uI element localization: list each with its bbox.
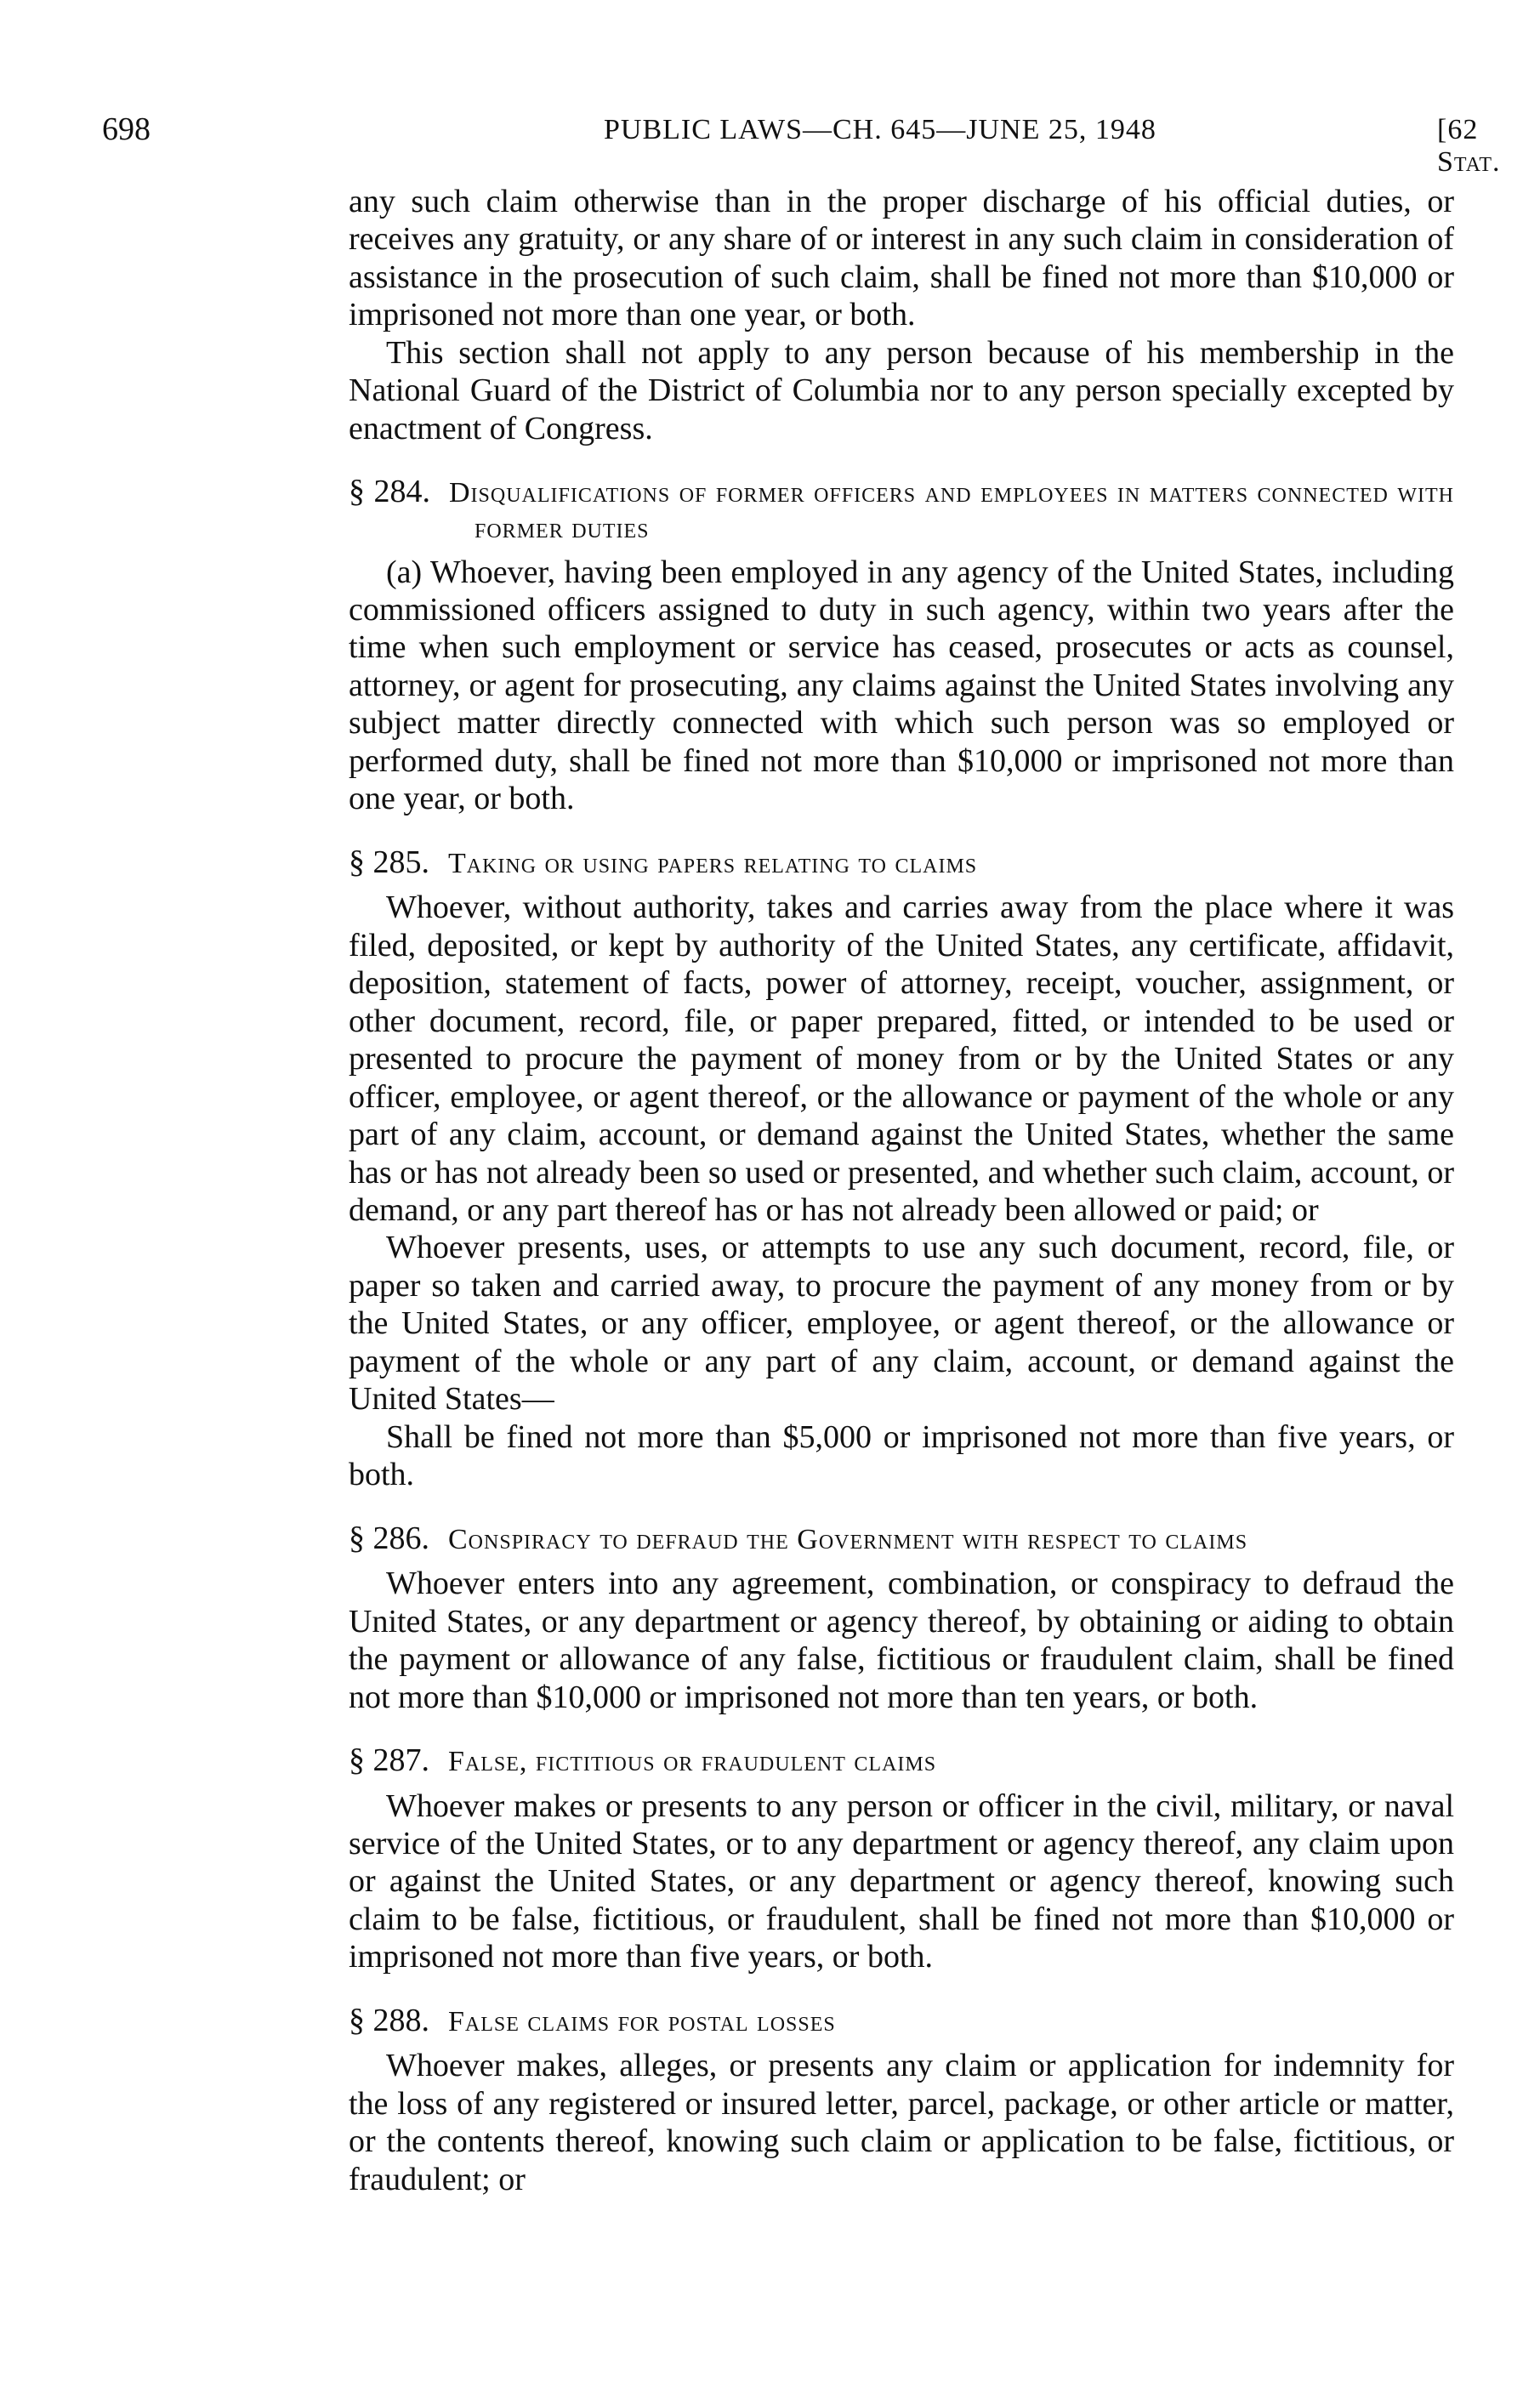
section-285-paragraph: Whoever, without authority, takes and carries away from the place where it was filed, deposited, or kept by authority of the United States, any certificate, affidavit, deposition, statement of facts, power of attorney, receipt, voucher, assignment, or other document, record, file, or paper prepared, fitted, or intended to be used or presented to procure the payment of money from or by the United States or any officer, employee, or agent thereof, or the allowance or payment of the whole or any part of any claim, account, or demand against the United States, whether the same has or has not already been so used or presented, and whether such claim, account, or demand, or any part thereof has or has not already been allowed or paid; or (349, 889, 1454, 1228)
section-number: § 284. (349, 474, 430, 510)
page-number: 698 (102, 111, 151, 147)
section-285-paragraph: Whoever presents, uses, or attempts to use any such document, record, file, or paper so taken and carried away, to procure the payment of any money from or by the United States, or any officer, employee, or agent thereof, or the allowance or payment of the whole or any part of any claim, account, or demand against the United States— (349, 1230, 1454, 1418)
section-title: False, fictitious or fraudulent claims (448, 1745, 937, 1777)
section-heading-286 (349, 1520, 1454, 1559)
volume-reference: [62 Stat. (1437, 114, 1501, 178)
section-288-paragraph: Whoever makes, alleges, or presents any claim or application for indemnity for the loss of any registered or insured letter, parcel, package, or other article or matter, or the contents thereof, knowing such claim or application to be false, fictitious, or fraudulent; or (349, 2048, 1454, 2197)
section-title: Taking or using papers relating to claims (448, 847, 978, 879)
section-heading-285 (349, 844, 1454, 883)
body-text (349, 183, 1454, 2198)
section-284-paragraph: (a) Whoever, having been employed in any agency of the United States, including commissioned officers assigned to duty in such agency, within two years after the time when such employment or service has ceased, prosecutes or acts as counsel, attorney, or agent for prosecuting, any claims against the United States involving any subject matter directly connected with which such person was so employed or performed duty, shall be fined not more than $10,000 or imprisoned not more than one year, or both. (349, 554, 1454, 817)
running-head: PUBLIC LAWS—CH. 645—JUNE 25, 1948 (604, 114, 1156, 145)
section-286-paragraph: Whoever enters into any agreement, combination, or conspiracy to defraud the United States, or any department or agency thereof, by obtaining or aiding to obtain the payment or allowance of any false, fictitious or fraudulent claim, shall be fined not more than $10,000 or imprisoned not more than ten years, or both. (349, 1566, 1454, 1715)
section-287-paragraph: Whoever makes or presents to any person or officer in the civil, military, or naval service of the United States, or to any department or agency thereof, any claim upon or against the United States, or any department or agency thereof, knowing such claim to be false, fictitious, or fraudulent, shall be fined not more than $10,000 or imprisoned not more than five years, or both. (349, 1787, 1454, 1975)
section-heading-284 (349, 473, 1454, 546)
section-number: § 287. (349, 1742, 429, 1778)
section-number: § 288. (349, 2002, 429, 2038)
section-title: Conspiracy to defraud the Government with respect to claims (448, 1523, 1248, 1555)
section-number: § 286. (349, 1520, 429, 1556)
continuation-paragraph: any such claim otherwise than in the proper discharge of his official duties, or receives any gratuity, or any share of or interest in any such claim in consideration of assistance in the prosecution of such claim, shall be fined not more than $10,000 or imprisoned not more than one year, or both. (349, 184, 1454, 333)
section-285-paragraph: Shall be fined not more than $5,000 or imprisoned not more than five years, or both. (349, 1418, 1454, 1493)
section-title: Disqualifications of former officers and employees in matters connected with former duties (449, 477, 1454, 544)
section-heading-288 (349, 2002, 1454, 2041)
section-title: False claims for postal losses (448, 2005, 836, 2037)
section-number: § 285. (349, 844, 429, 880)
exception-paragraph: This section shall not apply to any person because of his membership in the National Guard of the District of Columbia nor to any person specially excepted by enactment of Congress. (349, 334, 1454, 446)
section-heading-287 (349, 1742, 1454, 1781)
page-header (102, 111, 1501, 178)
